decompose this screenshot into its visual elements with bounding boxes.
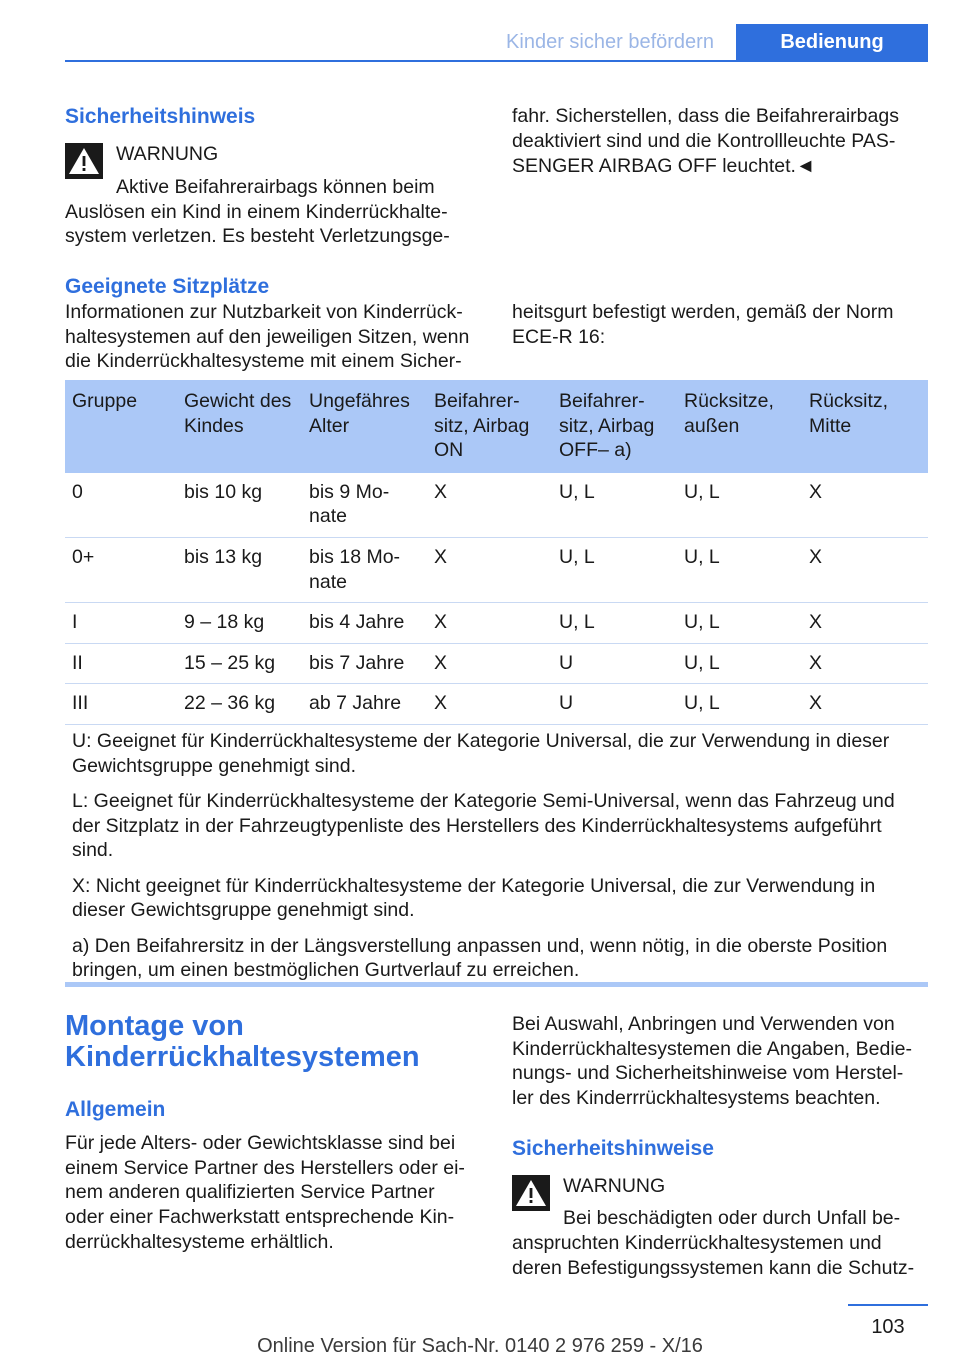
table-cell: bis 4 Jahre [302, 603, 427, 644]
table-cell: bis 13 kg [177, 538, 302, 603]
general-text-line: nem anderen qualifizierten Service Partner [65, 1181, 435, 1203]
table-cell: 9 – 18 kg [177, 603, 302, 644]
table-cell: X [427, 473, 552, 538]
seats-heading: Geeignete Sitzplätze [65, 275, 270, 298]
table-cell: X [802, 473, 928, 538]
table-row [65, 684, 928, 725]
general-text-line: Für jede Alters- oder Gewichtsklasse sind bei [65, 1132, 456, 1154]
column-header: Rücksitze, außen [677, 380, 802, 473]
note-a: a) Den Beifahrersitz in der Längsverstellung anpassen und, wenn nötig, in die oberste Position bringen, um einen bestmöglichen Gurtverlauf zu erreichen. [72, 934, 888, 981]
table-cell: U, L [552, 473, 677, 538]
column-header: Gruppe [65, 380, 177, 473]
table-cell: U [552, 684, 677, 725]
warning-text-line: anspruchten Kinderrückhaltesystemen und [512, 1232, 882, 1254]
column-header: Beifahrer- sitz, Airbag ON [427, 380, 552, 473]
warning-text-line: Auslösen ein Kind in einem Kinderrückhalte- [65, 201, 448, 223]
warning-text-line: Bei beschädigten oder durch Unfall be- [563, 1207, 901, 1229]
page-number-rule [848, 1304, 928, 1306]
table-cell: I [65, 603, 177, 644]
table-cell: U, L [552, 603, 677, 644]
table-row [65, 603, 928, 644]
footer-text: Online Version für Sach-Nr. 0140 2 976 259 - X/16 [257, 1335, 703, 1357]
table-cell: III [65, 684, 177, 725]
table-row [65, 538, 928, 603]
table-cell: U, L [677, 603, 802, 644]
table-cell: U, L [677, 473, 802, 538]
column-header: Ungefähres Alter [302, 380, 427, 473]
warning-text-line: deaktiviert sind und die Kontrollleuchte PAS- [512, 130, 896, 152]
table-cell: bis 10 kg [177, 473, 302, 538]
table-cell: X [427, 603, 552, 644]
table-cell: X [427, 538, 552, 603]
montage-text-line: Kinderrückhaltesystemen die Angaben, Bedie- [512, 1038, 912, 1060]
warning-text-line: Aktive Beifahrerairbags können beim [116, 176, 435, 198]
section-title: Kinderrückhaltesystemen [65, 1041, 420, 1073]
general-heading: Allgemein [65, 1098, 166, 1121]
column-header: Rücksitz, Mitte [802, 380, 928, 473]
table-header-row [65, 380, 928, 473]
running-header-section: Kinder sicher befördern [506, 31, 714, 53]
table-cell: II [65, 643, 177, 684]
table-cell: X [802, 538, 928, 603]
note-u: U: Geeignet für Kinderrückhaltesysteme der Kategorie Universal, die zur Verwendung in dieser Gewichtsgruppe genehmigt sind. [72, 730, 890, 777]
montage-text-line: Bei Auswahl, Anbringen und Verwenden von [512, 1013, 895, 1035]
table-cell: 0 [65, 473, 177, 538]
table-cell: bis 9 Mo- nate [302, 473, 427, 538]
page-number: 103 [871, 1316, 905, 1338]
safety-heading: Sicherheitshinweise [512, 1137, 714, 1160]
montage-text-line: nungs- und Sicherheitshinweise vom Herstel- [512, 1062, 904, 1084]
general-text-line: einem Service Partner des Herstellers oder ei- [65, 1157, 465, 1179]
warning-label: WARNUNG [563, 1175, 666, 1197]
header-rule [65, 60, 928, 62]
table-row [65, 643, 928, 684]
table-notes [72, 729, 922, 994]
seats-text-line: die Kinderrückhaltesysteme mit einem Sicher- [65, 350, 462, 372]
general-text-line: oder einer Fachwerkstatt entsprechende Kin- [65, 1206, 455, 1228]
table-cell: 22 – 36 kg [177, 684, 302, 725]
general-text-line: derrückhaltesysteme erhältlich. [65, 1231, 334, 1253]
table-cell: X [427, 643, 552, 684]
safety-heading: Sicherheitshinweis [65, 105, 256, 128]
running-header-tab: Bedienung [736, 24, 928, 62]
table-cell: bis 7 Jahre [302, 643, 427, 684]
table-cell: U, L [552, 538, 677, 603]
warning-text-line: deren Befestigungssystemen kann die Schutz- [512, 1257, 915, 1279]
table-cell: 0+ [65, 538, 177, 603]
table-cell: U [552, 643, 677, 684]
section-divider [65, 982, 928, 987]
montage-text-line: ler des Kinderrrückhaltesystems beachten. [512, 1087, 881, 1109]
seats-text-line: heitsgurt befestigt werden, gemäß der Norm [512, 301, 894, 323]
note-l: L: Geeignet für Kinderrückhaltesysteme der Kategorie Semi-Universal, wenn das Fahrzeug und der Sitzplatz in der Fahrzeugtypenliste des Herstellers des Kinderrückhaltesystems aufgeführt sind. [72, 790, 895, 861]
table-cell: X [802, 603, 928, 644]
table-cell: U, L [677, 538, 802, 603]
warning-label: WARNUNG [116, 143, 219, 165]
table-cell: U, L [677, 684, 802, 725]
seats-text-line: ECE-R 16: [512, 326, 606, 348]
table-cell: U, L [677, 643, 802, 684]
warning-triangle-icon [512, 1175, 550, 1211]
warning-text-line: system verletzen. Es besteht Verletzungsge- [65, 225, 450, 247]
table-cell: bis 18 Mo- nate [302, 538, 427, 603]
seat-suitability-table [65, 380, 928, 725]
seats-text-line: haltesystemen auf den jeweiligen Sitzen, wenn [65, 326, 470, 348]
warning-text-line: SENGER AIRBAG OFF leuchtet.◄ [512, 155, 816, 177]
column-header: Gewicht des Kindes [177, 380, 302, 473]
table-cell: X [802, 684, 928, 725]
table-cell: X [427, 684, 552, 725]
warning-triangle-icon [65, 143, 103, 179]
column-header: Beifahrer- sitz, Airbag OFF– a) [552, 380, 677, 473]
seats-text-line: Informationen zur Nutzbarkeit von Kinderrück- [65, 301, 463, 323]
table-cell: 15 – 25 kg [177, 643, 302, 684]
section-title: Montage von [65, 1010, 244, 1042]
warning-text-line: fahr. Sicherstellen, dass die Beifahrerairbags [512, 105, 899, 127]
note-x: X: Nicht geeignet für Kinderrückhaltesysteme der Kategorie Universal, die zur Verwendung in dieser Gewichtsgruppe genehmigt sind. [72, 874, 876, 921]
table-row [65, 473, 928, 538]
table-cell: X [802, 643, 928, 684]
table-cell: ab 7 Jahre [302, 684, 427, 725]
